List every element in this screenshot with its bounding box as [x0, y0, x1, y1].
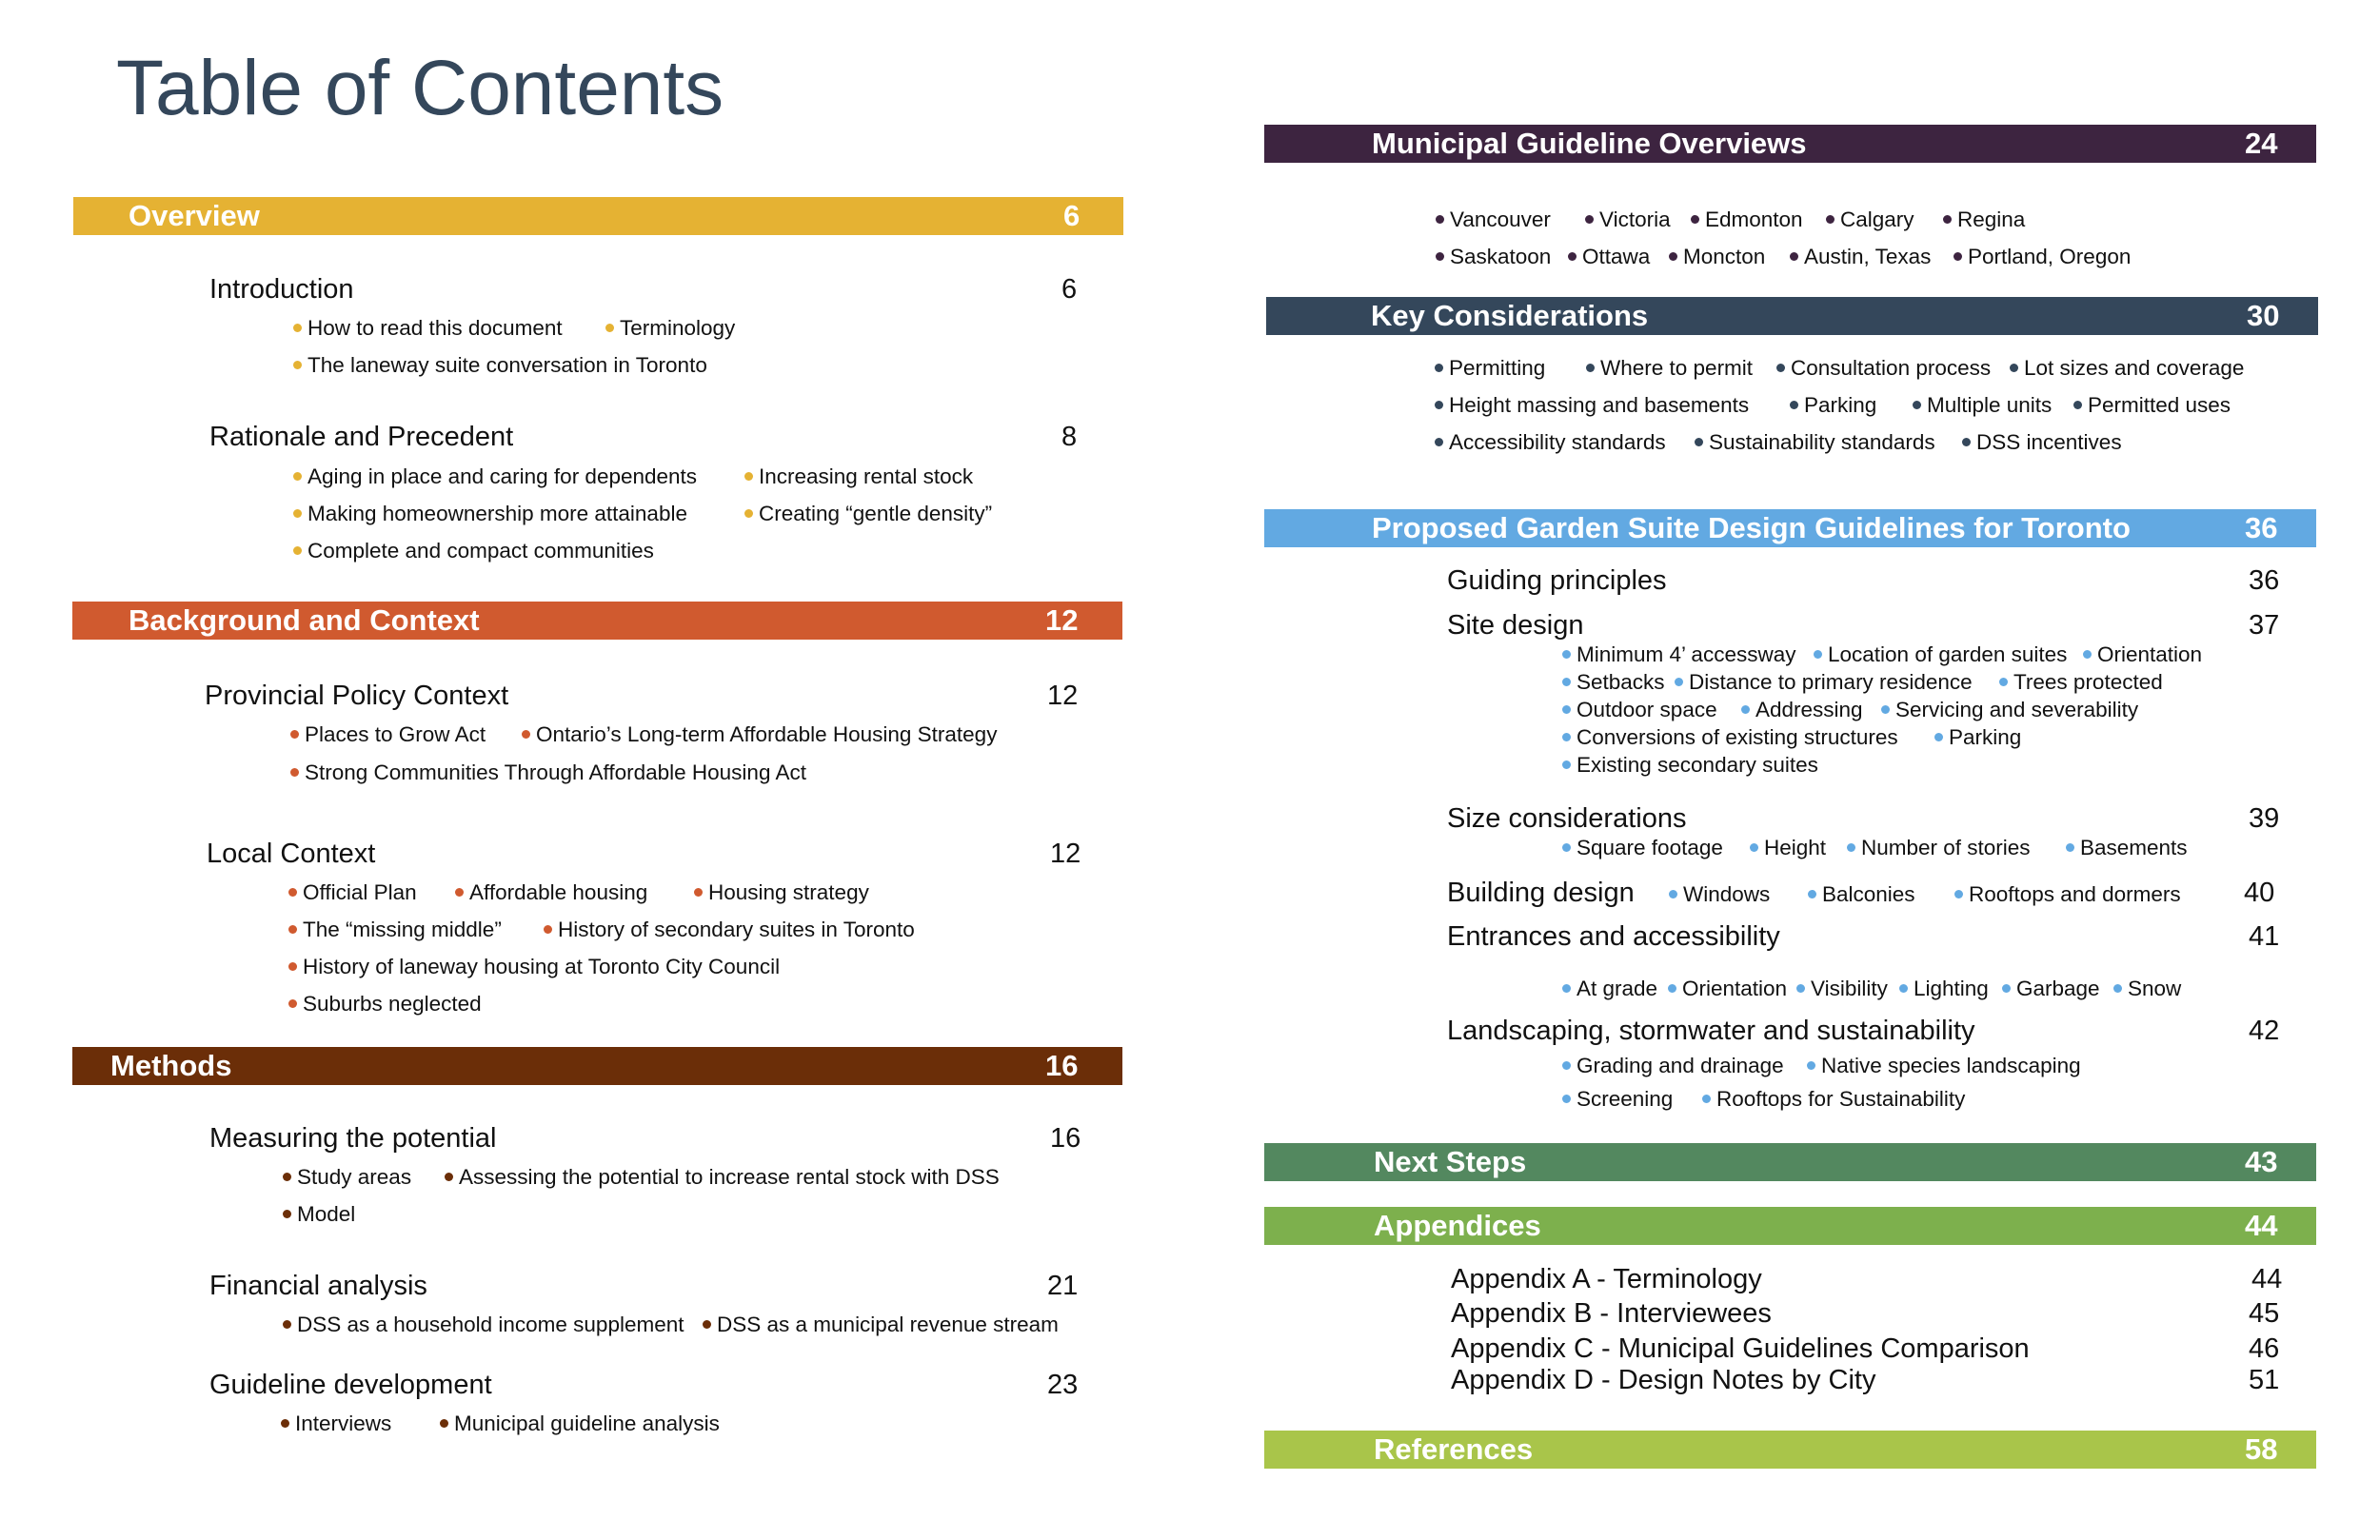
- list-item: Setbacks: [1562, 672, 1665, 694]
- bullet-icon: [1790, 401, 1798, 409]
- list-item: Regina: [1943, 209, 2025, 231]
- list-item: Where to permit: [1586, 358, 1753, 380]
- list-item: Increasing rental stock: [744, 466, 973, 488]
- bullet-icon: [1999, 678, 2008, 686]
- list-item: Minimum 4’ accessway: [1562, 644, 1795, 666]
- list-item: Calgary: [1826, 209, 1914, 231]
- entry-page: 12: [1047, 681, 1079, 711]
- bullet-icon: [2083, 650, 2092, 659]
- section-label: Appendices: [1374, 1209, 1541, 1242]
- bullet-icon: [283, 1210, 291, 1218]
- bullet-icon: [2066, 843, 2074, 852]
- bullet-icon: [703, 1320, 711, 1329]
- list-item: Snow: [2113, 978, 2181, 1000]
- list-item: Grading and drainage: [1562, 1056, 1784, 1077]
- entry-appendix-d[interactable]: Appendix D - Design Notes by City: [1451, 1365, 1876, 1395]
- bullet-icon: [1436, 252, 1444, 261]
- bullet-icon: [1562, 1061, 1571, 1070]
- list-item: Trees protected: [1999, 672, 2163, 694]
- bullet-icon: [1954, 252, 1962, 261]
- list-item: How to read this document: [293, 318, 563, 340]
- entry-financial[interactable]: Financial analysis: [209, 1271, 427, 1301]
- list-item: Rooftops for Sustainability: [1702, 1089, 1965, 1111]
- bullet-icon: [1750, 843, 1758, 852]
- bullet-icon: [1586, 364, 1595, 372]
- entry-page: 36: [2249, 565, 2280, 596]
- bullet-icon: [1807, 1061, 1815, 1070]
- bullet-icon: [1562, 733, 1571, 741]
- list-item: Assessing the potential to increase rental stock with DSS: [445, 1167, 1000, 1189]
- entry-page: 39: [2249, 803, 2280, 834]
- list-item: Model: [283, 1204, 355, 1226]
- list-item: Edmonton: [1691, 209, 1803, 231]
- entry-page: 23: [1047, 1370, 1079, 1400]
- list-item: Lighting: [1899, 978, 1989, 1000]
- section-label: Next Steps: [1374, 1145, 1527, 1178]
- bullet-icon: [1675, 678, 1683, 686]
- list-item: Ottawa: [1568, 247, 1650, 268]
- entry-guiding-principles[interactable]: Guiding principles: [1447, 565, 1667, 596]
- section-appendices[interactable]: [1264, 1207, 2316, 1245]
- list-item: Official Plan: [288, 882, 417, 904]
- bullet-icon: [605, 324, 614, 332]
- entry-page: 42: [2249, 1016, 2280, 1046]
- bullet-icon: [455, 888, 464, 897]
- bullet-icon: [1962, 438, 1971, 446]
- entry-appendix-b[interactable]: Appendix B - Interviewees: [1451, 1298, 1772, 1329]
- entry-page: 12: [1050, 839, 1081, 869]
- section-label: Municipal Guideline Overviews: [1372, 127, 1807, 160]
- page-title: Table of Contents: [116, 45, 724, 131]
- list-item: The “missing middle”: [288, 919, 502, 941]
- bullet-icon: [288, 925, 297, 934]
- list-item: Ontario’s Long-term Affordable Housing Strategy: [522, 724, 997, 746]
- list-item: Saskatoon: [1436, 247, 1551, 268]
- list-item: History of laneway housing at Toronto City Council: [288, 957, 780, 978]
- entry-guideline-development[interactable]: Guideline development: [209, 1370, 492, 1400]
- section-label: Methods: [110, 1049, 232, 1082]
- list-item: Orientation: [2083, 644, 2202, 666]
- list-item: Austin, Texas: [1790, 247, 1931, 268]
- list-item: DSS incentives: [1962, 432, 2122, 454]
- list-item: Aging in place and caring for dependents: [293, 466, 697, 488]
- section-page: 44: [2245, 1209, 2278, 1242]
- entry-page: 21: [1047, 1271, 1079, 1301]
- bullet-icon: [1881, 705, 1890, 714]
- bullet-icon: [1585, 215, 1594, 224]
- bullet-icon: [1562, 760, 1571, 769]
- list-item: Terminology: [605, 318, 735, 340]
- section-label: References: [1374, 1432, 1534, 1466]
- bullet-icon: [1669, 252, 1677, 261]
- bullet-icon: [283, 1173, 291, 1181]
- bullet-icon: [1562, 705, 1571, 714]
- bullet-icon: [2010, 364, 2018, 372]
- bullet-icon: [2002, 984, 2011, 993]
- list-item: Moncton: [1669, 247, 1765, 268]
- bullet-icon: [1826, 215, 1835, 224]
- section-proposed-guidelines[interactable]: [1264, 509, 2316, 547]
- bullet-icon: [445, 1173, 453, 1181]
- entry-page: 45: [2249, 1298, 2280, 1329]
- bullet-icon: [1436, 215, 1444, 224]
- entry-introduction[interactable]: Introduction: [209, 274, 354, 305]
- section-page: 36: [2245, 511, 2278, 544]
- list-item: Permitting: [1435, 358, 1545, 380]
- bullet-icon: [1899, 984, 1908, 993]
- section-methods[interactable]: [72, 1047, 1122, 1085]
- list-item: Orientation: [1668, 978, 1787, 1000]
- list-item: Location of garden suites: [1814, 644, 2067, 666]
- entry-measuring[interactable]: Measuring the potential: [209, 1123, 497, 1154]
- section-label: Overview: [129, 199, 260, 232]
- list-item: Complete and compact communities: [293, 541, 654, 563]
- section-page: 43: [2245, 1145, 2278, 1178]
- list-item: Existing secondary suites: [1562, 755, 1818, 777]
- section-page: 58: [2245, 1432, 2278, 1466]
- entry-page: 44: [2251, 1264, 2283, 1294]
- bullet-icon: [288, 888, 297, 897]
- bullet-icon: [1562, 650, 1571, 659]
- bullet-icon: [1808, 890, 1816, 898]
- bullet-icon: [744, 472, 753, 481]
- entry-page: 40: [2244, 878, 2275, 908]
- bullet-icon: [281, 1419, 289, 1428]
- list-item: Rooftops and dormers: [1954, 884, 2181, 906]
- section-key-considerations[interactable]: [1266, 297, 2318, 335]
- entry-page: 46: [2249, 1333, 2280, 1364]
- bullet-icon: [1562, 843, 1571, 852]
- list-item: Native species landscaping: [1807, 1056, 2081, 1077]
- list-item: Garbage: [2002, 978, 2100, 1000]
- bullet-icon: [522, 730, 530, 739]
- bullet-icon: [290, 730, 299, 739]
- entry-rationale[interactable]: Rationale and Precedent: [209, 422, 514, 452]
- list-item: Portland, Oregon: [1954, 247, 2131, 268]
- list-item: History of secondary suites in Toronto: [544, 919, 915, 941]
- list-item: Consultation process: [1776, 358, 1991, 380]
- section-background[interactable]: [72, 602, 1122, 640]
- list-item: At grade: [1562, 978, 1657, 1000]
- list-item: Study areas: [283, 1167, 411, 1189]
- section-label: Proposed Garden Suite Design Guidelines for Toronto: [1372, 511, 2131, 544]
- section-next-steps[interactable]: [1264, 1143, 2316, 1181]
- entry-site-design[interactable]: Site design: [1447, 610, 1584, 641]
- list-item: Height: [1750, 838, 1826, 859]
- bullet-icon: [1691, 215, 1699, 224]
- list-item: Servicing and severability: [1881, 700, 2138, 721]
- bullet-icon: [290, 768, 299, 777]
- bullet-icon: [1568, 252, 1577, 261]
- list-item: Suburbs neglected: [288, 994, 482, 1016]
- section-municipal[interactable]: [1264, 125, 2316, 163]
- list-item: Parking: [1934, 727, 2021, 749]
- section-overview[interactable]: [73, 197, 1123, 235]
- bullet-icon: [1702, 1095, 1711, 1103]
- list-item: Distance to primary residence: [1675, 672, 1973, 694]
- list-item: Permitted uses: [2073, 395, 2231, 417]
- bullet-icon: [1934, 733, 1943, 741]
- list-item: Housing strategy: [694, 882, 869, 904]
- list-item: Strong Communities Through Affordable Housing Act: [290, 762, 806, 784]
- section-label: Key Considerations: [1371, 299, 1649, 332]
- list-item: Making homeownership more attainable: [293, 503, 687, 525]
- list-item: Addressing: [1741, 700, 1863, 721]
- bullet-icon: [1562, 678, 1571, 686]
- list-item: Creating “gentle density”: [744, 503, 992, 525]
- bullet-icon: [293, 546, 302, 555]
- section-page: 6: [1063, 199, 1081, 232]
- list-item: Parking: [1790, 395, 1876, 417]
- bullet-icon: [544, 925, 552, 934]
- list-item: Windows: [1669, 884, 1770, 906]
- list-item: Square footage: [1562, 838, 1723, 859]
- bullet-icon: [1814, 650, 1822, 659]
- bullet-icon: [2113, 984, 2122, 993]
- bullet-icon: [1913, 401, 1921, 409]
- bullet-icon: [744, 509, 753, 518]
- list-item: Vancouver: [1436, 209, 1551, 231]
- bullet-icon: [1790, 252, 1798, 261]
- entry-page: 8: [1061, 422, 1078, 452]
- bullet-icon: [1562, 1095, 1571, 1103]
- entry-local-context[interactable]: Local Context: [207, 839, 376, 869]
- entry-size-considerations[interactable]: Size considerations: [1447, 803, 1687, 834]
- entry-page: 37: [2249, 610, 2280, 641]
- list-item: Victoria: [1585, 209, 1671, 231]
- entry-page: 6: [1061, 274, 1078, 305]
- list-item: Interviews: [281, 1413, 391, 1435]
- bullet-icon: [1695, 438, 1703, 446]
- entry-landscaping[interactable]: Landscaping, stormwater and sustainability: [1447, 1016, 1975, 1046]
- bullet-icon: [1669, 890, 1677, 898]
- section-page: 16: [1045, 1049, 1079, 1082]
- list-item: The laneway suite conversation in Toronto: [293, 355, 707, 377]
- bullet-icon: [1668, 984, 1676, 993]
- list-item: Screening: [1562, 1089, 1673, 1111]
- bullet-icon: [288, 962, 297, 971]
- bullet-icon: [1562, 984, 1571, 993]
- entry-appendix-c[interactable]: Appendix C - Municipal Guidelines Comparison: [1451, 1333, 2030, 1364]
- list-item: Balconies: [1808, 884, 1915, 906]
- bullet-icon: [1741, 705, 1750, 714]
- list-item: Height massing and basements: [1435, 395, 1749, 417]
- list-item: Municipal guideline analysis: [440, 1413, 720, 1435]
- bullet-icon: [293, 361, 302, 369]
- list-item: Multiple units: [1913, 395, 2052, 417]
- bullet-icon: [1776, 364, 1785, 372]
- list-item: Places to Grow Act: [290, 724, 486, 746]
- bullet-icon: [1796, 984, 1805, 993]
- bullet-icon: [283, 1320, 291, 1329]
- list-item: DSS as a municipal revenue stream: [703, 1314, 1059, 1336]
- bullet-icon: [293, 472, 302, 481]
- bullet-icon: [1435, 364, 1443, 372]
- section-page: 30: [2247, 299, 2280, 332]
- entry-page: 51: [2249, 1365, 2280, 1395]
- entry-building-design[interactable]: Building design: [1447, 878, 1635, 908]
- bullet-icon: [1954, 890, 1963, 898]
- bullet-icon: [293, 509, 302, 518]
- list-item: Number of stories: [1847, 838, 2031, 859]
- list-item: Affordable housing: [455, 882, 647, 904]
- bullet-icon: [1435, 401, 1443, 409]
- bullet-icon: [694, 888, 703, 897]
- entry-entrances-accessibility[interactable]: Entrances and accessibility: [1447, 921, 1780, 952]
- list-item: Accessibility standards: [1435, 432, 1666, 454]
- bullet-icon: [440, 1419, 448, 1428]
- bullet-icon: [1847, 843, 1855, 852]
- section-page: 24: [2245, 127, 2278, 160]
- entry-appendix-a[interactable]: Appendix A - Terminology: [1451, 1264, 1762, 1294]
- list-item: Lot sizes and coverage: [2010, 358, 2244, 380]
- entry-page: 16: [1050, 1123, 1081, 1154]
- list-item: DSS as a household income supplement: [283, 1314, 684, 1336]
- bullet-icon: [2073, 401, 2082, 409]
- section-references[interactable]: [1264, 1431, 2316, 1469]
- list-item: Sustainability standards: [1695, 432, 1935, 454]
- bullet-icon: [1435, 438, 1443, 446]
- entry-provincial-policy[interactable]: Provincial Policy Context: [205, 681, 509, 711]
- list-item: Visibility: [1796, 978, 1888, 1000]
- list-item: Basements: [2066, 838, 2188, 859]
- list-item: Conversions of existing structures: [1562, 727, 1898, 749]
- list-item: Outdoor space: [1562, 700, 1717, 721]
- section-label: Background and Context: [129, 603, 480, 637]
- section-page: 12: [1045, 603, 1079, 637]
- bullet-icon: [293, 324, 302, 332]
- bullet-icon: [1943, 215, 1952, 224]
- bullet-icon: [288, 999, 297, 1008]
- entry-page: 41: [2249, 921, 2280, 952]
